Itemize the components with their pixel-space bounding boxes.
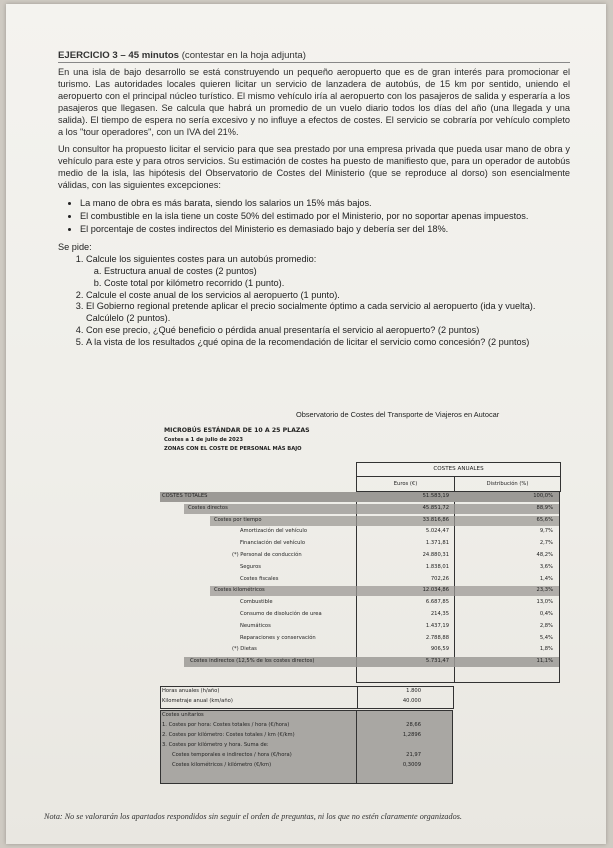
cost-table bbox=[160, 462, 571, 792]
questions-list bbox=[58, 254, 570, 349]
unit3-label: 3. Costes por kilómetro y hora. Suma de: bbox=[162, 742, 269, 748]
unit3-row bbox=[160, 740, 560, 750]
row-label: (*) Dietas bbox=[232, 646, 257, 653]
table-row bbox=[160, 621, 560, 633]
paragraph-1: En una isla de bajo desarrollo se está construyendo un pequeño aeropuerto que es de gran interés para promocionar el turismo. Las autoridades locales quieren licitar un servicio de lanzadera de autobús, de 15 km por sentido, uniendo el aeropuerto con el principal núcleo turístico. El mismo vehículo iría al aeropuerto con los pasajeros de salida y esperaría a los pasajeros que llegasen. Se calcula que habrá un promedio de un vuelo diario todos los días del año (una llegada y una salida). El tiempo de espera no sería excesivo y no influye a efectos de costes. El servicio se cobraría por vehículo completo a los "tour operadores", con un IVA del 21%. bbox=[58, 67, 570, 137]
row-dist: 5,4% bbox=[539, 634, 553, 641]
row-dist: 2,7% bbox=[539, 540, 553, 547]
row-dist: 1,8% bbox=[539, 646, 553, 653]
row-label: Reparaciones y conservación bbox=[240, 634, 316, 641]
unit-costs-box bbox=[160, 710, 560, 784]
table-row bbox=[160, 585, 560, 597]
question-2: 2. Calcule el coste anual de los servicios al aeropuerto (1 punto). bbox=[86, 290, 570, 302]
table-zone: ZONAS CON EL COSTE DE PERSONAL MÁS BAJO bbox=[164, 446, 302, 452]
row-label: Consumo de disolución de urea bbox=[240, 610, 322, 617]
column-header bbox=[356, 462, 561, 492]
exercise-heading bbox=[58, 50, 570, 63]
unit2-value: 1,2896 bbox=[402, 732, 421, 738]
row-label: Financiación del vehículo bbox=[240, 540, 305, 547]
row-dist: 11,1% bbox=[536, 658, 553, 665]
row-label: Costes indirectos (12,5% de los costes directos) bbox=[190, 658, 315, 665]
row-euros: 906,59 bbox=[430, 646, 449, 653]
row-euros: 1.371,81 bbox=[425, 540, 449, 547]
row-dist: 100,0% bbox=[533, 493, 553, 499]
question-3: 3. El Gobierno regional pretende aplicar el precio socialmente óptimo a cada servicio al aeropuerto (ida y vuelta). Calcúlelo (2 puntos). bbox=[86, 301, 570, 325]
unit-cost-block bbox=[160, 686, 560, 784]
row-label: Combustible bbox=[240, 599, 273, 606]
table-row bbox=[160, 574, 560, 586]
exercise-title: EJERCICIO 3 – 45 minutos bbox=[58, 50, 180, 61]
unit3a-row bbox=[160, 750, 560, 760]
row-euros: 51.583,19 bbox=[422, 493, 449, 499]
hours-value: 1.800 bbox=[406, 688, 421, 694]
question-1 bbox=[86, 254, 570, 290]
unit3a-value: 21,97 bbox=[406, 752, 421, 758]
row-dist: 88,9% bbox=[536, 504, 553, 511]
unit3a-label: Costes temporales e indirectos / hora (€/hora) bbox=[172, 752, 292, 758]
unit-header: Costes unitarios bbox=[162, 712, 204, 718]
table-date: Costes a 1 de julio de 2023 bbox=[164, 437, 243, 443]
col-euros-header: Euros (€) bbox=[357, 477, 455, 491]
table-row bbox=[160, 644, 560, 656]
unit1-value: 28,66 bbox=[406, 722, 421, 728]
cost-rows bbox=[160, 491, 560, 668]
table-row bbox=[160, 609, 560, 621]
question-4: 4. Con ese precio, ¿Qué beneficio o pérdida anual presentaría el servicio al aeropuerto? (2 puntos) bbox=[86, 325, 570, 337]
row-label: Neumáticos bbox=[240, 622, 271, 629]
paragraph-2: Un consultor ha propuesto licitar el servicio para que sea prestado por una empresa privada que pueda usar mano de obra y vehículo para este y para otros servicios. Su estimación de costes ha puesto de manifiesto que, para un operador de autobús medio de la isla, las hipótesis del Observatorio de Costes del Ministerio (que se reproduce al dorso) son esencialmente válidas, con las siguientes excepciones: bbox=[58, 144, 570, 191]
table-title: MICROBÚS ESTÁNDAR DE 10 A 25 PLAZAS bbox=[164, 427, 310, 434]
km-value: 40.000 bbox=[402, 698, 421, 704]
question-1a: a. Estructura anual de costes (2 puntos) bbox=[104, 266, 570, 278]
row-label: Costes fiscales bbox=[240, 575, 279, 582]
row-label: Costes por tiempo bbox=[214, 516, 262, 523]
row-label: (*) Personal de conducción bbox=[232, 551, 302, 558]
unit2-label: 2. Costes por kilómetro: Costes totales / km (€/km) bbox=[162, 732, 295, 738]
cost-table-section bbox=[160, 424, 571, 792]
row-dist: 23,3% bbox=[536, 587, 553, 594]
question-1b: b. Coste total por kilómetro recorrido (1 punto). bbox=[104, 278, 570, 290]
row-euros: 1.437,19 bbox=[425, 622, 449, 629]
table-row bbox=[160, 526, 560, 538]
km-label: Kilometraje anual (km/año) bbox=[162, 698, 233, 704]
table-row bbox=[160, 515, 560, 527]
table-row bbox=[160, 503, 560, 515]
exercise-title-note: (contestar en la hoja adjunta) bbox=[179, 50, 306, 61]
row-dist: 1,4% bbox=[539, 575, 553, 582]
hours-label: Horas anuales (h/año) bbox=[162, 688, 220, 694]
table-row bbox=[160, 656, 560, 668]
unit2-row bbox=[160, 730, 560, 740]
row-dist: 9,7% bbox=[539, 528, 553, 535]
unit3b-value: 0,3009 bbox=[402, 762, 421, 768]
row-euros: 2.788,88 bbox=[425, 634, 449, 641]
unit3b-row bbox=[160, 760, 560, 770]
unit1-label: 1. Costes por hora: Costes totales / hora (€/hora) bbox=[162, 722, 290, 728]
footer-note: Nota: No se valorarán los apartados respondidos sin seguir el orden de preguntas, ni los que no estén claramente organizados. bbox=[44, 812, 462, 821]
row-euros: 5.731,47 bbox=[425, 658, 449, 665]
row-dist: 65,6% bbox=[536, 516, 553, 523]
exam-sheet bbox=[6, 4, 606, 844]
observatory-title: Observatorio de Costes del Transporte de Viajeros en Autocar bbox=[296, 410, 500, 419]
row-euros: 12.034,86 bbox=[422, 587, 449, 594]
exception-item: • El porcentaje de costes indirectos del Ministerio es demasiado bajo y debería ser del 18%. bbox=[80, 224, 570, 236]
row-euros: 45.851,72 bbox=[422, 504, 449, 511]
exercise-text bbox=[58, 50, 570, 349]
col-group-header: COSTES ANUALES bbox=[357, 463, 560, 477]
row-euros: 6.687,85 bbox=[425, 599, 449, 606]
row-dist: 2,8% bbox=[539, 622, 553, 629]
row-euros: 702,26 bbox=[430, 575, 449, 582]
row-label: Amortización del vehículo bbox=[240, 528, 308, 535]
exception-item: • El combustible en la isla tiene un coste 50% del estimado por el Ministerio, por no soportar apenas impuestos. bbox=[80, 211, 570, 223]
row-label: COSTES TOTALES bbox=[162, 493, 208, 499]
row-dist: 0,4% bbox=[539, 610, 553, 617]
row-euros: 5.024,47 bbox=[425, 528, 449, 535]
table-row bbox=[160, 538, 560, 550]
row-euros: 33.816,86 bbox=[422, 516, 449, 523]
exceptions-list bbox=[58, 198, 570, 236]
table-row bbox=[160, 562, 560, 574]
row-dist: 13,0% bbox=[536, 599, 553, 606]
question-1-text: Calcule los siguientes costes para un autobús promedio: bbox=[86, 253, 317, 264]
question-1-sublist bbox=[86, 266, 570, 290]
unit1-row bbox=[160, 720, 560, 730]
unit-header-row bbox=[160, 710, 560, 720]
row-euros: 1.838,01 bbox=[425, 563, 449, 570]
unit3b-label: Costes kilométricos / kilómetro (€/km) bbox=[172, 762, 272, 768]
row-dist: 3,6% bbox=[539, 563, 553, 570]
hours-row bbox=[160, 686, 560, 696]
col-dist-header: Distribución (%) bbox=[486, 481, 529, 487]
row-euros: 214,35 bbox=[430, 610, 449, 617]
row-label: Costes kilométricos bbox=[214, 587, 265, 594]
row-label: Costes directos bbox=[188, 504, 228, 511]
table-row bbox=[160, 633, 560, 645]
question-5: 5. A la vista de los resultados ¿qué opina de la recomendación de licitar el servicio como concesión? (2 puntos) bbox=[86, 337, 570, 349]
row-dist: 48,2% bbox=[536, 551, 553, 558]
row-euros: 24.880,31 bbox=[422, 551, 449, 558]
exception-item: • La mano de obra es más barata, siendo los salarios un 15% más bajos. bbox=[80, 198, 570, 210]
table-row bbox=[160, 597, 560, 609]
row-label: Seguros bbox=[240, 563, 261, 570]
table-row bbox=[160, 550, 560, 562]
km-row bbox=[160, 696, 560, 706]
ask-label: Se pide: bbox=[58, 241, 92, 252]
table-row bbox=[160, 491, 560, 503]
